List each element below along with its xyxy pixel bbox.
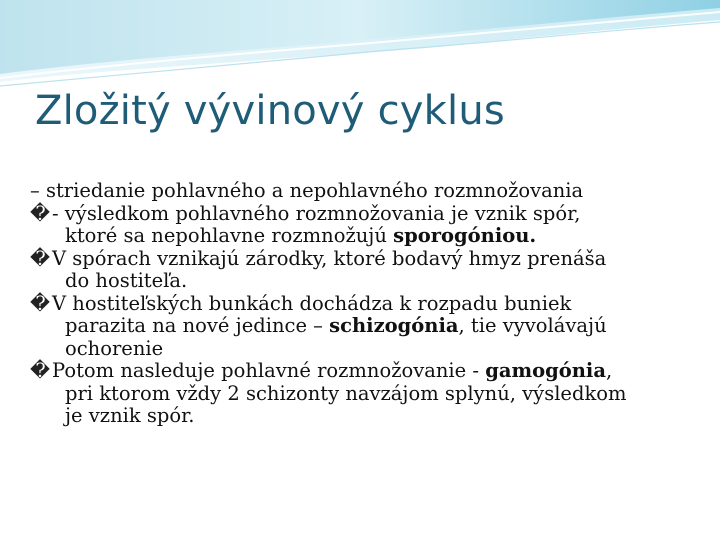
bullet-item [30, 360, 690, 383]
bullet-text: Potom nasleduje pohlavné rozmnožovanie - [52, 359, 486, 382]
bullet-text: , tie vyvolávajú [458, 314, 607, 337]
bullet-continuation [30, 315, 690, 338]
bullet-text: parazita na nové jedince – [65, 314, 330, 337]
bullet-item [30, 203, 690, 226]
bullet-icon: � [30, 201, 50, 225]
bullet-continuation: do hostiteľa. [65, 269, 188, 292]
slide-body [30, 180, 690, 428]
bullet-text: V spórach vznikajú zárodky, ktoré bodavý hmyz prenáša [52, 246, 607, 270]
bullet-continuation [30, 225, 690, 248]
bullet-icon: � [30, 246, 50, 270]
bullet-text: V hostiteľských bunkách dochádza k rozpadu buniek [52, 291, 572, 315]
bullet-icon: � [30, 359, 50, 382]
bold-term-sporogonia: sporogóniou. [393, 224, 537, 247]
bullet-text: , [605, 359, 613, 382]
bullet-item [30, 248, 690, 271]
decorative-wave-header [0, 0, 720, 90]
paragraph-intro: – striedanie pohlavného a nepohlavného rozmnožovania [30, 179, 584, 202]
bullet-continuation: pri ktorom vždy 2 schizonty navzájom splynú, výsledkom [65, 381, 627, 405]
slide-title: Zložitý vývinový cyklus [35, 88, 505, 134]
bold-term-schizogonia: schizogónia [329, 314, 459, 337]
bullet-text: - výsledkom pohlavného rozmnožovania je vznik spór, [52, 201, 581, 225]
bullet-item [30, 293, 690, 316]
bullet-text: ktoré sa nepohlavne rozmnožujú [65, 224, 394, 247]
bold-term-gamogonia: gamogónia [485, 359, 606, 382]
bullet-continuation: je vznik spór. [65, 404, 195, 427]
bullet-continuation: ochorenie [65, 336, 164, 360]
bullet-icon: � [30, 291, 50, 315]
